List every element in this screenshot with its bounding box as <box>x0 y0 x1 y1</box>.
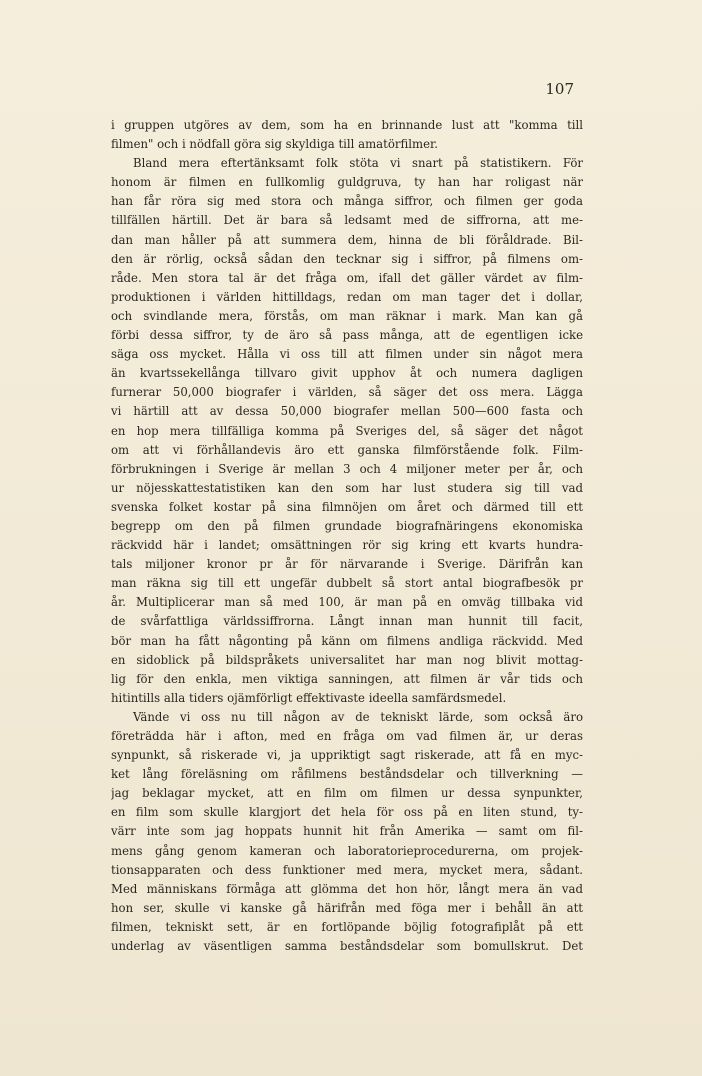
text-line: räckvidd här i landet; omsättningen rör sig kring ett kvarts hundra- <box>111 538 583 553</box>
text-line: svenska folket kostar på sina filmnöjen om året och därmed till ett <box>111 499 583 514</box>
text-line: Bland mera eftertänksamt folk stöta vi snart på statistikern. För <box>133 156 583 171</box>
text-line: förbi dessa siffror, ty de äro så pass många, att de egentligen icke <box>111 328 583 343</box>
text-line: filmen, tekniskt sett, är en fortlöpande böjlig fotografiplåt på ett <box>111 919 583 934</box>
text-line: den är rörlig, också sådan den tecknar sig i siffror, på filmens om- <box>111 251 583 266</box>
text-line: säga oss mycket. Hålla vi oss till att filmen under sin något mera <box>111 347 583 362</box>
text-line: och svindlande mera, förstås, om man räknar i mark. Man kan gå <box>111 308 583 323</box>
text-line: lig för den enkla, men viktiga sanningen, att filmen är vår tids och <box>111 671 583 686</box>
text-line: han får röra sig med stora och många siffror, och filmen ger goda <box>111 194 583 209</box>
text-line: förbrukningen i Sverige är mellan 3 och 4 miljoner meter per år, och <box>111 461 583 476</box>
text-line: vi härtill att av dessa 50,000 biografer mellan 500—600 fasta och <box>111 404 583 419</box>
text-line: mens gång genom kameran och laboratorieprocedurerna, om projek- <box>111 843 583 858</box>
text-line: företrädda här i afton, med en fråga om vad filmen är, ur deras <box>111 729 583 743</box>
text-line: värr inte som jag hoppats hunnit hit från Amerika — samt om fil- <box>111 824 583 839</box>
text-line: furnerar 50,000 biografer i världen, så säger det oss mera. Lägga <box>111 385 583 400</box>
text-line: i gruppen utgöres av dem, som ha en brinnande lust att "komma till <box>111 118 583 132</box>
text-line: råde. Men stora tal är det fråga om, ifall det gäller värdet av film- <box>111 270 583 285</box>
text-line: man räkna sig till ett ungefär dubbelt så stort antal biografbesök pr <box>111 576 583 591</box>
page-number: 107 <box>545 80 574 98</box>
text-line: hon ser, skulle vi kanske gå härifrån med föga mer i behåll än att <box>111 900 583 915</box>
text-line: synpunkt, så riskerade vi, ja uppriktigt sagt riskerade, att få en myc- <box>111 748 583 763</box>
text-line: en hop mera tillfälliga komma på Sveriges del, så säger det något <box>111 423 583 438</box>
text-line: år. Multiplicerar man så med 100, är man på en omväg tillbaka vid <box>111 595 583 610</box>
text-line: dan man håller på att summera dem, hinna de bli föråldrade. Bil- <box>111 232 583 247</box>
text-line: en film som skulle klargjort det hela för oss på en liten stund, ty- <box>111 805 583 820</box>
text-line: filmen" och i nödfall göra sig skyldiga till amatörfilmer. <box>111 137 438 152</box>
text-line: tillfällen härtill. Det är bara så ledsamt med de siffrorna, att me- <box>111 213 583 228</box>
text-line: produktionen i världen hittilldags, redan om man tager det i dollar, <box>111 289 583 304</box>
text-line: Vände vi oss nu till någon av de tekniskt lärde, som också äro <box>133 709 583 724</box>
text-line: än kvartssekellånga tillvaro givit upphov åt och numera dagligen <box>111 366 583 381</box>
text-line: tals miljoner kronor pr år för närvarande i Sverige. Därifrån kan <box>111 557 583 572</box>
text-line: Med människans förmåga att glömma det hon hör, långt mera än vad <box>111 881 583 896</box>
text-line: om att vi förhållandevis äro ett ganska filmförstående folk. Film- <box>111 442 583 457</box>
text-line: ur nöjesskattestatistiken kan den som har lust studera sig till vad <box>111 480 583 495</box>
text-line: underlag av väsentligen samma beståndsdelar som bomullskrut. Det <box>111 939 583 954</box>
text-line: honom är filmen en fullkomlig guldgruva, ty han har roligast när <box>111 175 583 190</box>
text-line: bör man ha fått någonting på känn om filmens andliga räckvidd. Med <box>111 633 583 648</box>
text-line: jag beklagar mycket, att en film om filmen ur dessa synpunkter, <box>111 786 583 801</box>
text-line: hitintills alla tiders ojämförligt effektivaste ideella samfärdsmedel. <box>111 690 507 705</box>
body-text <box>111 116 583 956</box>
text-line: en sidoblick på bildspråkets universalitet har man nog blivit mottag- <box>111 652 583 667</box>
text-line: de svårfattliga världssiffrorna. Långt innan man hunnit till facit, <box>111 614 583 629</box>
text-line: ket lång föreläsning om råfilmens beståndsdelar och tillverkning — <box>111 767 583 782</box>
text-line: tionsapparaten och dess funktioner med mera, mycket mera, sådant. <box>111 862 583 877</box>
text-line: begrepp om den på filmen grundade biografnäringens ekonomiska <box>111 518 583 533</box>
